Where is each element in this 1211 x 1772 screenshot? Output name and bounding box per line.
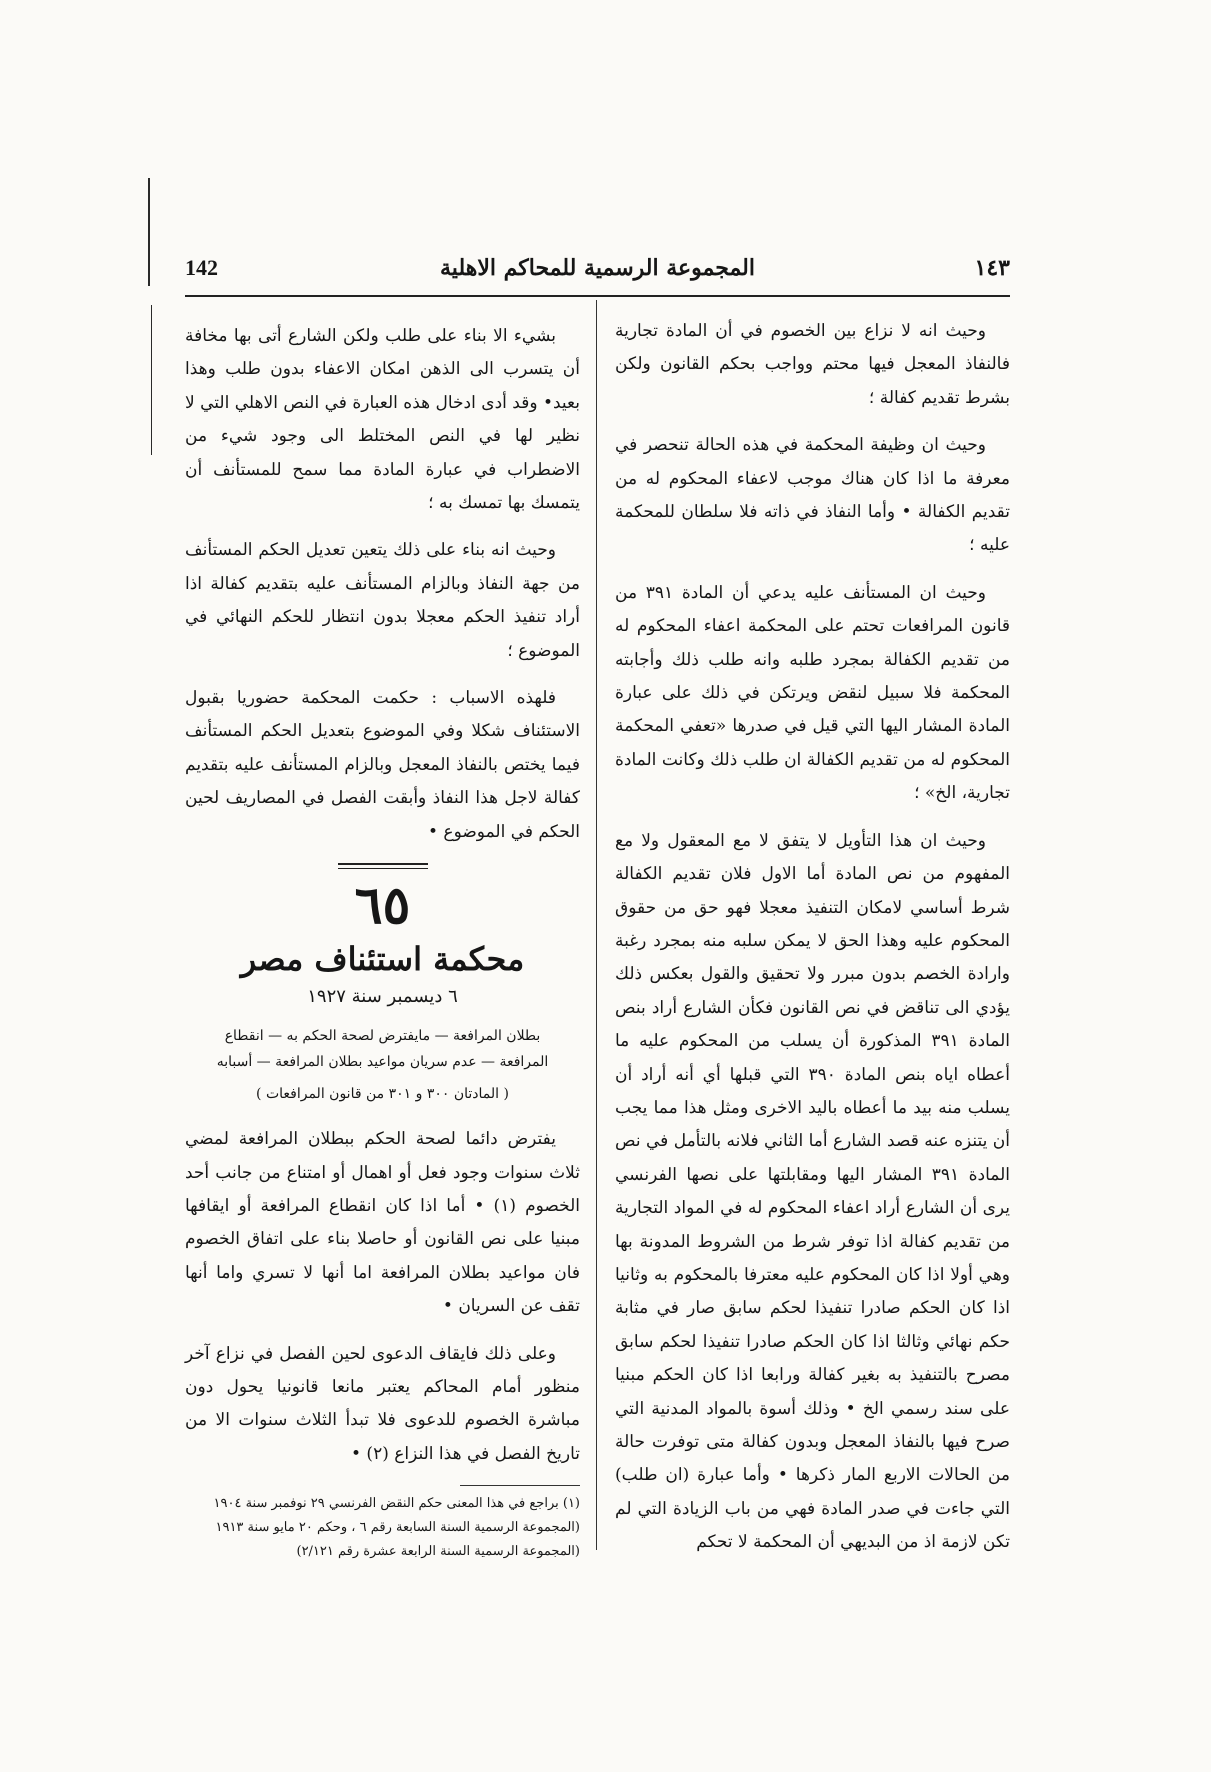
- scan-margin-line: [148, 178, 150, 286]
- column-divider: [596, 300, 597, 1550]
- footnote: (المجموعة الرسمية السنة السابعة رقم ٦ ، وحكم ٢٠ مايو سنة ١٩١٣: [215, 1520, 580, 1536]
- case-number: ٦٥: [354, 875, 411, 937]
- paragraph: وحيث ان وظيفة المحكمة في هذه الحالة تنحصر في معرفة ما اذا كان هناك موجب لاعفاء المحكوم له من تقديم الكفالة • وأما النفاذ في ذاته فلا سلطان للمحكمة عليه ؛: [615, 435, 1010, 556]
- section-rule: [338, 863, 428, 869]
- footnote: (١) براجع في هذا المعنى حكم النقض الفرنسي ٢٩ نوفمبر سنة ١٩٠٤: [213, 1496, 580, 1512]
- left-column: [185, 320, 580, 1564]
- footnote: (المجموعة الرسمية السنة الرابعة عشرة رقم ٢/١٢١): [296, 1544, 580, 1560]
- court-name: محكمة استئناف مصر: [240, 940, 525, 979]
- paragraph: وحيث انه بناء على ذلك يتعين تعديل الحكم المستأنف من جهة النفاذ وبالزام المستأنف عليه بتقديم كفالة اذا أراد تنفيذ الحكم معجلا بدون انتظار للحكم النهائي في الموضوع ؛: [185, 540, 580, 661]
- header-rule: [185, 295, 1010, 297]
- paragraph: فلهذه الاسباب : حكمت المحكمة حضوريا بقبول الاستئناف شكلا وفي الموضوع بتعديل الحكم المستأنف فيما يختص بالنفاذ المعجل وبالزام المستأنف عليه بتقديم كفالة لاجل هذا النفاذ وأبقت الفصل في المصاريف لحين الحكم في الموضوع •: [185, 688, 580, 842]
- paragraph: وعلى ذلك فايقاف الدعوى لحين الفصل في نزاع آخر منظور أمام المحاكم يعتبر مانعا قانونيا يحول دون مباشرة الخصوم للدعوى فلا تبدأ الثلاث سنوات الا من تاريخ الفصل في هذا النزاع (٢) •: [185, 1343, 580, 1464]
- footnotes: [185, 1492, 580, 1564]
- case-heading: [185, 863, 580, 1107]
- page-number-arabic: ١٤٣: [974, 255, 1010, 281]
- paragraph: يفترض دائما لصحة الحكم ببطلان المرافعة لمضي ثلاث سنوات وجود فعل أو اهمال أو امتناع من جانب أحد الخصوم (١) • أما اذا كان انقطاع المرافعة أو ايقافها مبنيا على نص القانون أو حاصلا بناء على اتفاق الخصوم فان مواعيد بطلان المرافعة اما أنها لا تسري واما أنها تقف عن السريان •: [185, 1129, 580, 1317]
- paragraph: وحيث ان المستأنف عليه يدعي أن المادة ٣٩١ من قانون المرافعات تحتم على المحكمة اعفاء المحكوم له من تقديم الكفالة بمجرد طلبه وانه طلب ذلك وأجابته المحكمة فلا سبيل لنقض ويرتكن في ذلك على عبارة المادة المشار اليها التي قيل في صدرها «تعفي المحكمة المحكوم له من تقديم الكفالة ان طلب ذلك وكانت المادة تجارية، الخ» ؛: [615, 582, 1010, 804]
- scan-margin-line: [151, 305, 152, 455]
- page-header: [185, 255, 1010, 295]
- paragraph: وحيث ان هذا التأويل لا يتفق لا مع المعقول ولا مع المفهوم من نص المادة أما الاول فلان تقديم الكفالة شرط أساسي لامكان التنفيذ معجلا فهو حق من حقوق المحكوم عليه وهذا الحق لا يمكن سلبه منه بمجرد رغبة وارادة الخصم بدون مبرر ولا تحقيق والقول بعكس ذلك يؤدي الى تناقض في نص القانون فكأن الشارع أراد بنص المادة ٣٩١ المذكورة أن يسلب من المحكوم عليه ما أعطاه اياه بنص المادة ٣٩٠ التي قبلها أي أنه أراد أن يسلب منه بيد ما أعطاه باليد الاخرى ومثل هذا مما يجب أن يتنزه عنه قصد الشارع أما الثاني فلانه بالتأمل في نص المادة ٣٩١ المشار اليها ومقابلتها على نصها الفرنسي يرى أن الشارع أراد اعفاء المحكوم له في المواد التجارية من تقديم كفالة اذا توفر شرط من الشروط المدونة بها وهي أولا اذا كان المحكوم عليه معترفا بالمحكوم به وثانيا اذا كان الحكم صادرا تنفيذا لحكم سابق صار في مثابة حكم نهائي وثالثا اذا كان الحكم صادرا تنفيذا لحكم سابق مصرح بالتنفيذ به بغير كفالة ورابعا اذا كان الحكم مبنيا على سند رسمي الخ • وذلك أسوة بالمواد المدنية التي صرح فيها بالنفاذ المعجل وبدون كفالة متى توفرت حالة من الحالات الاربع المار ذكرها • وأما عبارة (ان طلب) التي جاءت في صدر المادة فهي من باب الزيادة التي لم تكن لازمة اذ من البديهي أن المحكمة لا تحكم: [615, 830, 1010, 1553]
- page-number-latin: 142: [185, 255, 218, 280]
- case-date: ٦ ديسمبر سنة ١٩٢٧: [307, 986, 458, 1008]
- case-summary: بطلان المرافعة — مايفترض لصحة الحكم به — انقطاع المرافعة — عدم سريان مواعيد بطلان المرافعة — أسبابه: [216, 1028, 549, 1071]
- paragraph: بشيء الا بناء على طلب ولكن الشارع أتى بها مخافة أن يتسرب الى الذهن امكان الاعفاء بدون طلب وهذا بعيد• وقد أدى ادخال هذه العبارة في النص الاهلي التي لا نظير لها في النص المختلط الى وجود شيء من الاضطراب في عبارة المادة مما سمح للمستأنف أن يتمسك بها تمسك به ؛: [185, 326, 580, 514]
- paragraph: وحيث انه لا نزاع بين الخصوم في أن المادة تجارية فالنفاذ المعجل فيها محتم وواجب بحكم القانون ولكن بشرط تقديم كفالة ؛: [615, 321, 1010, 408]
- case-articles: ( المادتان ٣٠٠ و ٣٠١ من قانون المرافعات ): [256, 1086, 509, 1103]
- right-column: [615, 315, 1010, 1574]
- footnote-rule: [460, 1485, 580, 1486]
- running-title: المجموعة الرسمية للمحاكم الاهلية: [440, 255, 755, 281]
